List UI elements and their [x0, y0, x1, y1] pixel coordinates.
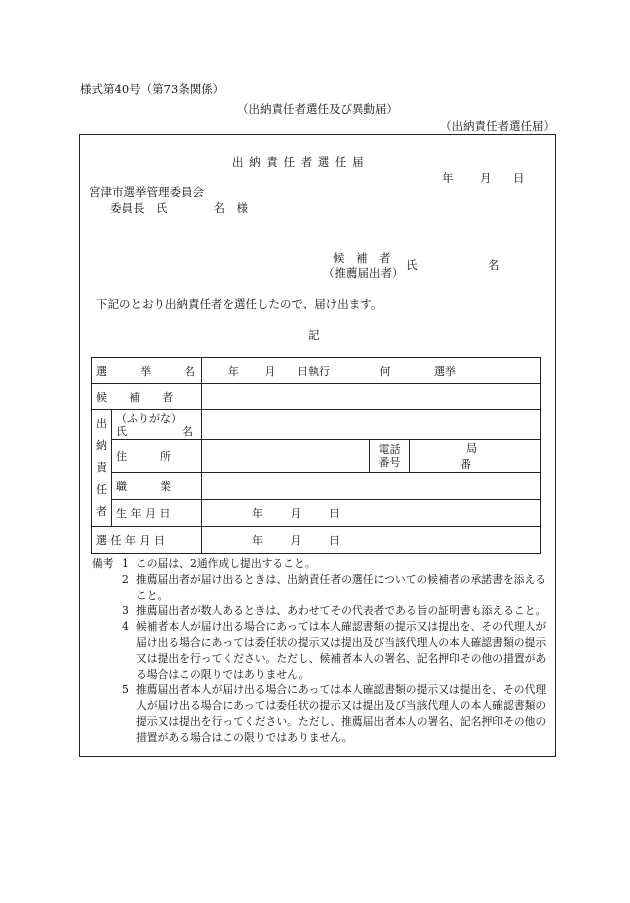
address-label: 住 所 [112, 440, 202, 473]
form-type-label: （出納責任者選任届） [440, 119, 555, 133]
note-text: この届は、2通作成し提出すること。 [136, 557, 316, 570]
shimei-mei: 名 [182, 424, 193, 438]
table-row [92, 473, 541, 500]
election-value[interactable] [202, 358, 541, 384]
form-title: 出 納 責 任 者 選 任 届 [232, 155, 365, 169]
table-row [92, 440, 541, 473]
phone-ban: 番 [460, 458, 471, 471]
name-mei: 名 [488, 258, 500, 272]
date-month: 月 [480, 171, 492, 185]
addressee-name: 委員長 氏 名 様 [110, 201, 248, 215]
appointment-date-field[interactable] [202, 527, 541, 554]
birth-year: 年 [252, 507, 263, 520]
note-number: 1 [122, 557, 129, 570]
birthdate-label: 生 年 月 日 [112, 500, 202, 527]
phone-label-1: 電話 [378, 443, 401, 456]
group-char: 責 [96, 461, 107, 474]
note-number: 5 [122, 683, 129, 697]
form-subtitle: （出納責任者選任及び異動届） [237, 102, 398, 116]
name-cell-label [112, 410, 202, 440]
phone-label [370, 440, 410, 473]
address-field[interactable] [202, 440, 370, 473]
form-number: 様式第40号（第73条関係） [80, 82, 225, 96]
election-year: 年 [228, 364, 239, 378]
phone-kyoku: 局 [466, 442, 477, 455]
treasurer-group-label [92, 410, 112, 527]
notes-label: 備考 [92, 557, 114, 570]
shimei-shi: 氏 [116, 424, 127, 438]
note-number: 2 [122, 572, 129, 586]
ki-mark: 記 [308, 328, 320, 342]
appoint-day: 日 [329, 534, 340, 547]
notes-section [92, 556, 547, 746]
note-text: 推薦届出者が数人あるときは、あわせてその代表者である旨の証明書も添えること。 [136, 604, 547, 618]
note-number: 3 [122, 604, 129, 618]
group-char: 納 [96, 439, 107, 452]
group-char: 出 [96, 417, 107, 430]
appoint-month: 月 [290, 534, 302, 547]
name-shi: 氏 [406, 258, 418, 272]
candidate-label: 候 補 者 [333, 251, 391, 265]
election-held: 日執行 [297, 364, 330, 378]
treasurer-name-field[interactable] [202, 410, 541, 440]
details-table [91, 357, 541, 554]
phone-field[interactable] [410, 440, 541, 473]
table-row [92, 527, 541, 554]
appoint-year: 年 [252, 534, 263, 547]
table-row [92, 358, 541, 384]
group-char: 任 [96, 483, 107, 496]
statement: 下記のとおり出納責任者を選任したので、届け出ます。 [96, 297, 383, 311]
candidate-field[interactable] [202, 384, 541, 410]
note-text: 推薦届出者が届け出るときは、出納責任者の選任についての候補者の承諾書を添えること。 [136, 572, 547, 602]
birth-month: 月 [290, 507, 302, 520]
candidate-row-label: 候 補 者 [92, 384, 202, 410]
note-number: 4 [122, 620, 129, 634]
date-day: 日 [513, 171, 525, 185]
note-text: 候補者本人が届け出る場合にあっては本人確認書類の提示又は提出を、その代理人が届け出る場合にあっては委任状の提示又は提出及び当該代理人の本人確認書類の提示又は提出を行ってください。ただし、候補者本人の署名、記名押印その他の措置がある場合はこの限りではありません。 [136, 620, 547, 681]
furigana-label: （ふりがな） [116, 411, 182, 425]
election-month: 月 [264, 364, 276, 378]
appointment-date-label: 選 任 年 月 日 [92, 527, 202, 554]
occupation-field[interactable] [202, 473, 541, 500]
note-text: 推薦届出者本人が届け出る場合にあっては本人確認書類の提示又は提出を、その代理人が届け出る場合にあっては委任状の提示又は提出及び当該代理人の本人確認書類の提示又は提出を行ってください。ただし、推薦届出者本人の署名、記名押印その他の措置がある場合はこの限りではありません。 [136, 683, 547, 744]
occupation-label: 職 業 [112, 473, 202, 500]
addressee-org: 宮津市選挙管理委員会 [89, 185, 204, 199]
table-row [92, 384, 541, 410]
date-year: 年 [442, 171, 454, 185]
election-suffix: 選挙 [434, 364, 456, 378]
table-row [92, 500, 541, 527]
birthdate-field[interactable] [202, 500, 541, 527]
group-char: 者 [96, 505, 107, 518]
election-label: 選 挙 名 [92, 358, 202, 384]
recommender-label: （推薦届出者） [323, 266, 404, 280]
phone-label-2: 番号 [378, 456, 401, 469]
table-row [92, 410, 541, 440]
election-what: 何 [379, 364, 391, 378]
birth-day: 日 [329, 507, 340, 520]
